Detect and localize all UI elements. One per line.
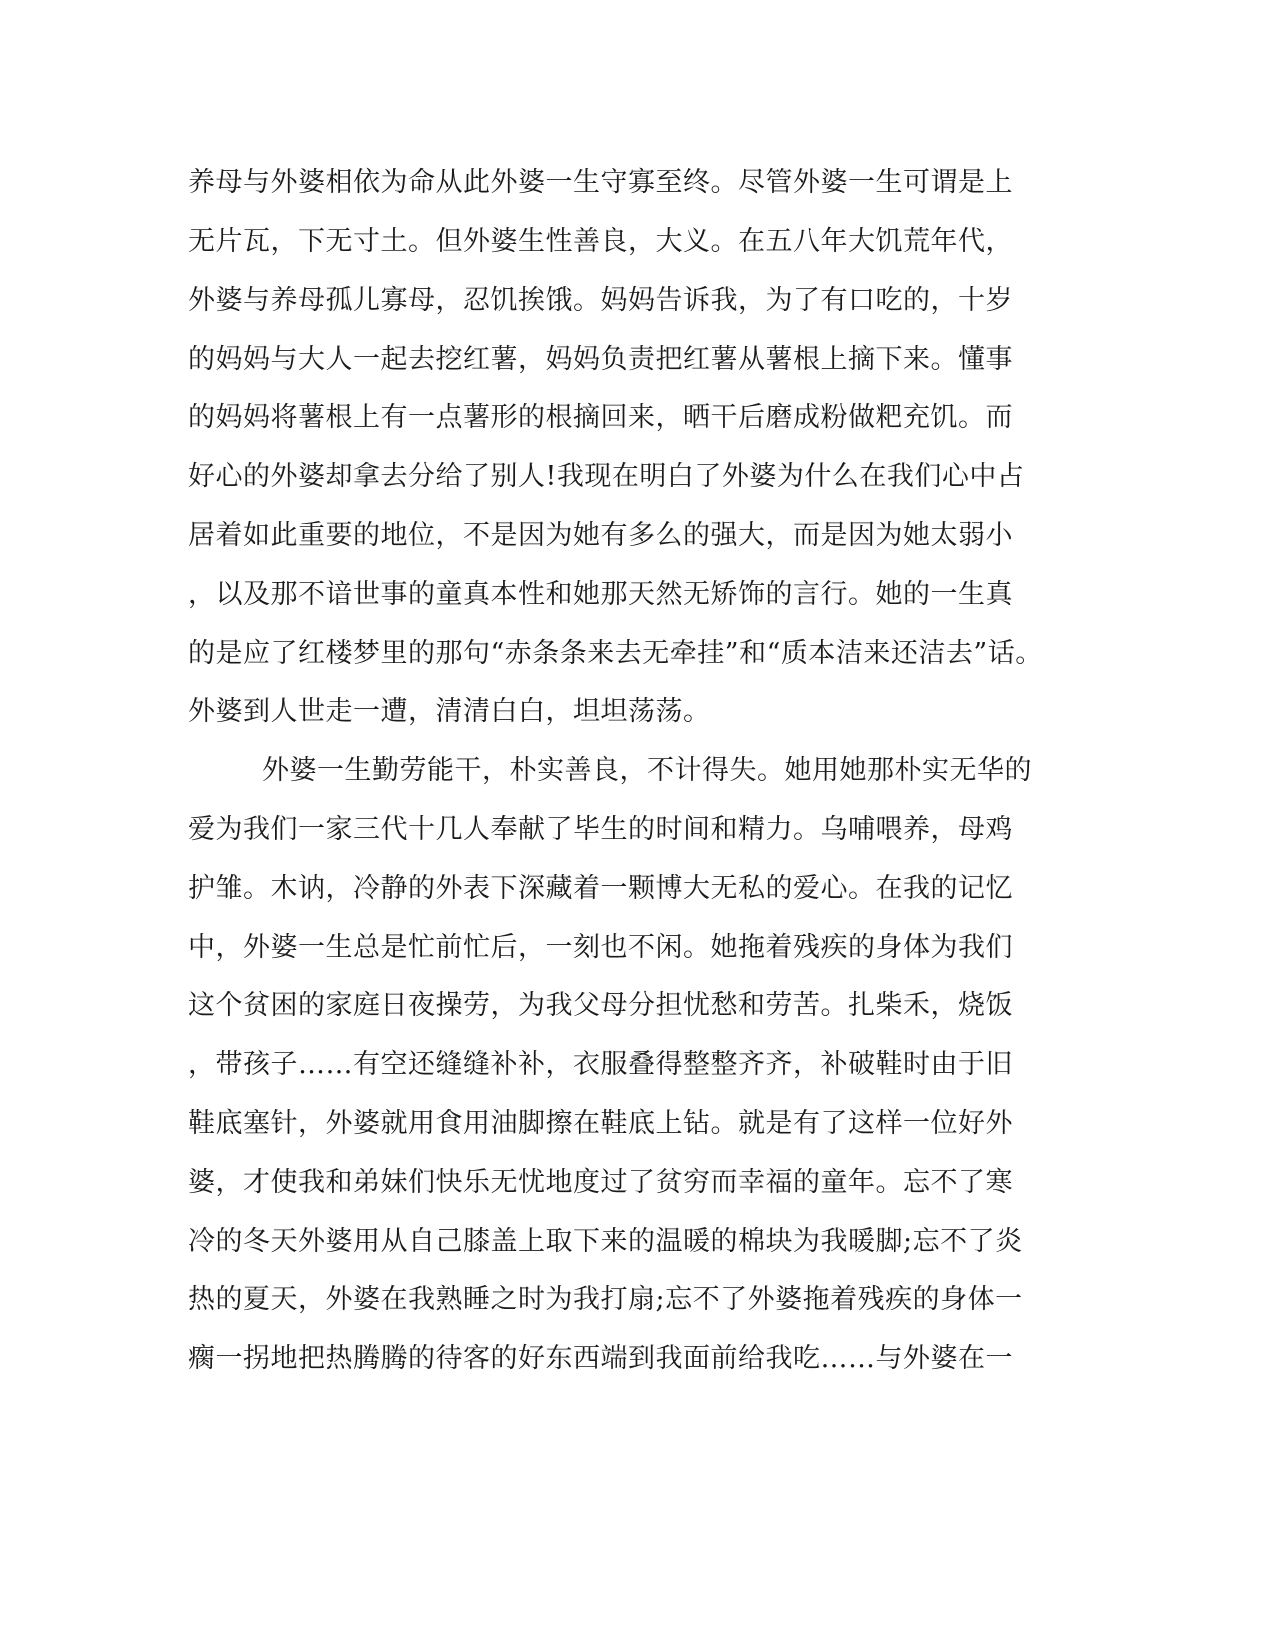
text-line: 的妈妈将薯根上有一点薯形的根摘回来，晒干后磨成粉做粑充饥。而 (188, 402, 1013, 433)
text-line: 这个贫困的家庭日夜操劳，为我父母分担忧愁和劳苦。扎柴禾，烧饭 (188, 990, 1013, 1021)
text-line: 冷的冬天外婆用从自己膝盖上取下来的温暖的棉块为我暖脚;忘不了炎 (188, 1226, 1023, 1257)
text-line: 外婆与养母孤儿寡母，忍饥挨饿。妈妈告诉我，为了有口吃的，十岁 (188, 285, 1013, 316)
text-line: 好心的外婆却拿去分给了别人!我现在明白了外婆为什么在我们心中占 (188, 461, 1025, 492)
text-line: 婆，才使我和弟妹们快乐无忧地度过了贫穷而幸福的童年。忘不了寒 (188, 1167, 1013, 1198)
text-line: 护雏。木讷，冷静的外表下深藏着一颗博大无私的爱心。在我的记忆 (188, 873, 1013, 904)
text-line: 无片瓦，下无寸土。但外婆生性善良，大义。在五八年大饥荒年代， (188, 226, 1013, 257)
text-line: 中，外婆一生总是忙前忙后，一刻也不闲。她拖着残疾的身体为我们 (188, 932, 1013, 963)
text-line: 外婆到人世走一遭，清清白白，坦坦荡荡。 (188, 696, 711, 727)
text-line: 的妈妈与大人一起去挖红薯，妈妈负责把红薯从薯根上摘下来。懂事 (188, 344, 1013, 375)
text-line: 爱为我们一家三代十几人奉献了毕生的时间和精力。乌哺喂养，母鸡 (188, 814, 1013, 845)
text-line: 的是应了红楼梦里的那句“赤条条来去无牵挂”和“质本洁来还洁去”话。 (188, 638, 1043, 669)
text-line-indented: 外婆一生勤劳能干，朴实善良，不计得失。她用她那朴实无华的 (262, 755, 1032, 786)
text-line: 鞋底塞针，外婆就用食用油脚擦在鞋底上钻。就是有了这样一位好外 (188, 1108, 1013, 1139)
text-line: ，带孩子……有空还缝缝补补，衣服叠得整整齐齐，补破鞋时由于旧 (188, 1049, 1013, 1080)
text-line: 居着如此重要的地位，不是因为她有多么的强大，而是因为她太弱小 (188, 520, 1013, 551)
text-line: 瘸一拐地把热腾腾的待客的好东西端到我面前给我吃……与外婆在一 (188, 1343, 1013, 1374)
text-line: ，以及那不谙世事的童真本性和她那天然无矫饰的言行。她的一生真 (188, 579, 1013, 610)
text-line: 热的夏天，外婆在我熟睡之时为我打扇;忘不了外婆拖着残疾的身体一 (188, 1284, 1023, 1315)
text-line: 养母与外婆相依为命从此外婆一生守寡至终。尽管外婆一生可谓是上 (188, 167, 1013, 198)
